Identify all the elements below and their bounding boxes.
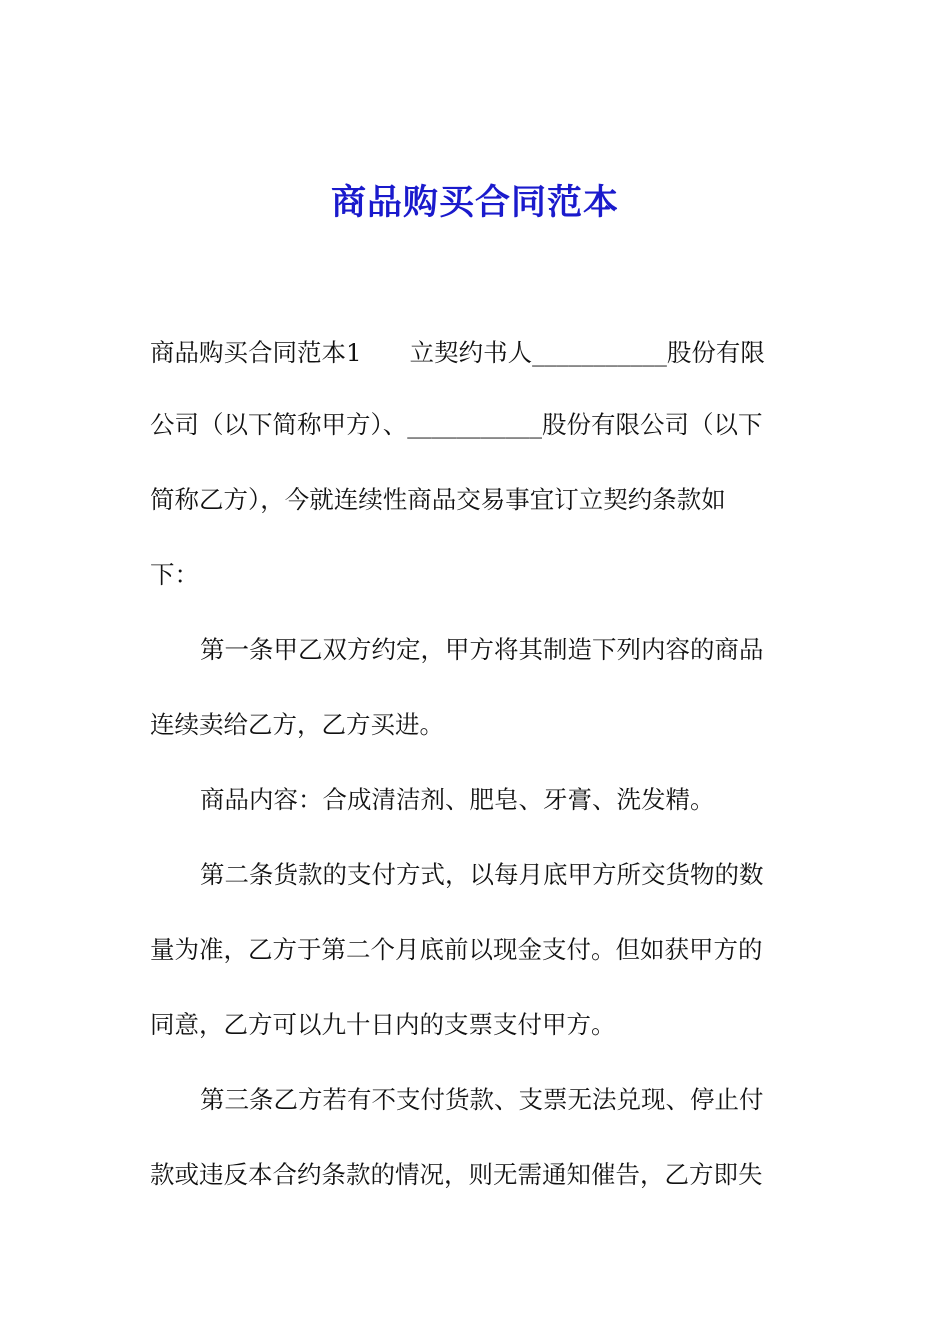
contract-intro: 立契约书人___________股份有限 <box>409 338 765 367</box>
document-title: 商品购买合同范本 <box>330 182 619 223</box>
body-line-1 <box>150 334 810 372</box>
article-1-line-2: 连续卖给乙方，乙方买进。 <box>150 710 444 739</box>
article-1-line-1: 第一条甲乙双方约定，甲方将其制造下列内容的商品 <box>200 635 764 664</box>
article-3-line-2: 款或违反本合约条款的情况，则无需通知催告，乙方即失 <box>150 1160 763 1189</box>
article-2-line-3: 同意，乙方可以九十日内的支票支付甲方。 <box>150 1010 616 1039</box>
body-line-3: 简称乙方），今就连续性商品交易事宜订立契约条款如 <box>150 485 726 514</box>
body-line-4: 下： <box>150 560 199 589</box>
article-3-line-1: 第三条乙方若有不支付货款、支票无法兑现、停止付 <box>200 1085 764 1114</box>
article-2-line-1: 第二条货款的支付方式，以每月底甲方所交货物的数 <box>200 860 764 889</box>
section-heading: 商品购买合同范本1 <box>150 338 362 367</box>
article-2-line-2: 量为准，乙方于第二个月底前以现金支付。但如获甲方的 <box>150 935 763 964</box>
body-line-2: 公司（以下简称甲方）、___________股份有限公司（以下 <box>150 410 763 439</box>
product-contents: 商品内容：合成清洁剂、肥皂、牙膏、洗发精。 <box>200 785 715 814</box>
